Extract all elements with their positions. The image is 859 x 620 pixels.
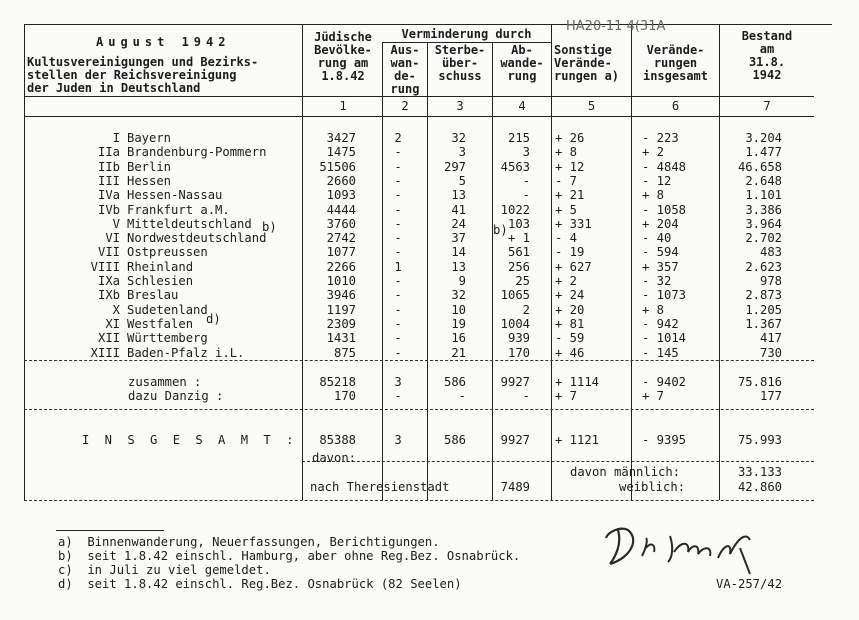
row-region: Westfalen [127,316,194,331]
row-sonst: + 46 [555,345,585,360]
row-aus: - [394,331,402,346]
row-ab: 103 [507,216,530,231]
row-aus: 2 [394,131,402,145]
footnote-mark-d: d) [206,312,221,326]
total-rule [302,461,814,462]
row-sterbe: 16 [451,331,466,346]
weiblich-value: 42.860 [737,480,782,494]
row-bestand: 3.204 [745,131,782,145]
row-region: Nordwestdeutschland [127,231,267,246]
row-ges: - 1073 [642,288,687,303]
row-sonst: + 5 [555,202,578,217]
row-num: IIa [97,145,120,160]
row-pop: 3946 [326,288,356,303]
reference-number: VA-257/42 [716,577,783,591]
header-col2: Aus- wan- de- rung [390,43,420,96]
row-pop: 3760 [326,216,356,231]
row-ges: - 12 [642,173,672,188]
col-number-1: 1 [339,99,347,113]
row-aus: - [394,202,402,217]
row-sonst: + 2 [555,274,578,288]
top-border [24,24,832,25]
theresienstadt-label: nach Theresienstadt [310,480,450,494]
row-pop: 3427 [326,131,356,145]
zusammen-bestand: 75.816 [737,375,782,389]
row-sterbe: 19 [451,316,466,331]
row-pop: 1077 [326,245,356,260]
header-title: August 1942 [96,35,231,49]
row-sterbe: 3 [458,145,466,160]
row-ab: 2 [522,302,530,317]
row-aus: - [394,302,402,317]
row-ab: - [522,188,530,203]
header-col6: Verände- rungen insgesamt [642,43,709,83]
row-sonst: - 19 [555,245,585,260]
header-col5: Sonstige Verände- rungen a) [554,43,620,83]
danzig-sonst: + 7 [555,389,578,403]
row-sterbe: 32 [451,131,466,145]
row-sterbe: 13 [451,188,466,203]
row-ab: 1065 [500,288,530,303]
theresienstadt-value: 7489 [500,480,530,494]
zusammen-label: zusammen : [128,375,202,389]
weiblich-label: weiblich: [619,480,686,494]
header-col4: Ab- wande- rung [500,43,544,83]
row-ab: + 1 [507,231,530,246]
header-group-label: Verminderung durch [401,27,532,41]
row-ges: - 594 [642,245,679,260]
row-region: Ostpreussen [127,245,208,260]
footnote-d: d) seit 1.8.42 einschl. Reg.Bez. Osnabrück (82 Seelen) [58,577,462,591]
row-region: Hessen-Nassau [127,188,223,203]
row-region: Hessen [127,173,172,188]
row-num: IXb [97,288,120,303]
danzig-rule [24,409,814,410]
footnote-mark-b2: b) [493,223,508,237]
row-region: Sudetenland [127,302,208,317]
zusammen-pop: 85218 [319,375,356,389]
row-sonst: + 21 [555,188,585,203]
row-sonst: + 24 [555,288,585,303]
row-aus: - [394,173,402,188]
archive-stamp: HA20-11 4(31A [566,19,666,34]
row-bestand: 1.367 [745,316,782,331]
row-bestand: 483 [759,245,782,260]
row-sterbe: 5 [458,173,466,188]
row-pop: 2266 [326,259,356,274]
footnote-separator [56,530,164,531]
insgesamt-label: I N S G E S A M T : [82,433,298,447]
numbers-rule [24,116,814,117]
row-sonst: - 7 [555,173,578,188]
row-aus: - [394,316,402,331]
davon-label: davon: [312,451,357,465]
footnote-c: c) in Juli zu viel gemeldet. [58,563,271,577]
row-ab: 1004 [500,316,530,331]
row-num: IVb [97,202,120,217]
row-bestand: 2.648 [745,173,782,188]
maennlich-label: davon männlich: [570,465,681,479]
bottom-border [24,500,814,501]
col-number-3: 3 [456,99,464,113]
row-bestand: 3.386 [745,202,782,217]
row-ges: - 1014 [642,331,687,346]
row-bestand: 730 [759,345,782,360]
row-num: IXa [97,274,120,288]
footnote-a: a) Binnenwanderung, Neuerfassungen, Berichtigungen. [58,535,440,549]
row-sterbe: 14 [451,245,466,260]
maennlich-value: 33.133 [737,465,782,479]
row-sonst: + 8 [555,145,578,160]
row-ges: + 357 [642,259,679,274]
row-sterbe: 9 [458,274,466,288]
row-sterbe: 10 [451,302,466,317]
row-pop: 1197 [326,302,356,317]
row-ab: 939 [507,331,530,346]
row-num: X [112,302,120,317]
row-bestand: 2.623 [745,259,782,274]
row-sonst: + 81 [555,316,585,331]
col-number-6: 6 [671,99,680,113]
row-ges: + 8 [642,302,665,317]
row-pop: 2309 [326,316,356,331]
row-ges: - 4848 [642,159,687,174]
row-num: XI [105,316,120,331]
row-sonst: - 4 [555,231,578,246]
danzig-label: dazu Danzig : [128,389,224,403]
row-num: VII [97,245,120,260]
row-sterbe: 24 [451,216,466,231]
zusammen-sterbe: 586 [443,375,466,389]
row-ab: 170 [507,345,530,360]
insgesamt-sterbe: 586 [443,433,466,447]
row-ges: + 204 [642,216,679,231]
danzig-aus: - [394,389,402,403]
danzig-ges: + 7 [642,389,665,403]
row-num: III [97,173,120,188]
insgesamt-aus: 3 [394,433,402,447]
row-bestand: 46.658 [737,159,782,174]
row-bestand: 3.964 [745,216,782,231]
footnote-b: b) seit 1.8.42 einschl. Hamburg, aber ohne Reg.Bez. Osnabrück. [58,549,521,563]
row-sterbe: 37 [451,231,466,246]
row-sonst: + 331 [555,216,592,231]
col-number-7: 7 [763,99,771,113]
header-col1: Jüdische Bevölke- rung am 1.8.42 [314,30,372,83]
col-number-5: 5 [587,99,596,113]
insgesamt-ab: 9927 [500,433,530,447]
subtotal-rule [24,360,814,361]
danzig-bestand: 177 [759,389,782,403]
row-sterbe: 297 [443,159,466,174]
row-aus: - [394,159,402,174]
row-ab: 3 [522,145,530,160]
row-ges: - 223 [642,131,679,145]
row-aus: - [394,216,402,231]
row-num: IIb [97,159,120,174]
zusammen-ges: - 9402 [642,375,687,389]
row-ges: - 32 [642,274,672,288]
row-sterbe: 21 [451,345,466,360]
row-region: Mitteldeutschland [127,216,252,231]
row-pop: 2742 [326,231,356,246]
row-ges: - 145 [642,345,679,360]
header-rule [24,96,814,97]
row-pop: 1475 [326,145,356,160]
row-ab: 4563 [500,159,530,174]
row-pop: 4444 [326,202,356,217]
insgesamt-bestand: 75.993 [737,433,782,447]
row-ges: - 40 [642,231,672,246]
row-pop: 1093 [326,188,356,203]
zusammen-sonst: + 1114 [555,375,600,389]
row-num: VI [105,231,120,246]
row-aus: - [394,288,402,303]
header-col3: Sterbe- über- schuss [434,43,486,83]
row-region: Frankfurt a.M. [127,202,230,217]
row-num: VIII [90,259,120,274]
row-aus: - [394,188,402,203]
row-aus: - [394,231,402,246]
row-pop: 1431 [326,331,356,346]
row-aus: - [394,145,402,160]
row-bestand: 978 [759,274,782,288]
row-ab: 1022 [500,202,530,217]
row-num: XII [97,331,120,346]
row-aus: - [394,245,402,260]
row-sterbe: 41 [451,202,466,217]
row-ges: + 8 [642,188,665,203]
row-aus: 1 [394,259,402,274]
row-num: IVa [97,188,120,203]
row-region: Bayern [127,131,172,145]
header-region-label: Kultusvereinigungen und Bezirks- stellen der Reichsvereinigung der Juden in Deutschland [27,55,259,95]
handwritten-signature [600,518,770,578]
row-bestand: 2.873 [745,288,782,303]
row-pop: 2660 [326,173,356,188]
danzig-sterbe: - [458,389,466,403]
row-ab: 256 [507,259,530,274]
col-number-2: 2 [401,99,409,113]
insgesamt-ges: - 9395 [642,433,687,447]
row-ges: - 1058 [642,202,687,217]
row-bestand: 2.702 [745,231,782,246]
row-pop: 875 [333,345,356,360]
row-region: Baden-Pfalz i.L. [127,345,245,360]
row-region: Rheinland [127,259,194,274]
footnote-mark-b: b) [262,220,277,234]
row-ab: - [522,173,530,188]
row-bestand: 1.477 [745,145,782,160]
row-num: XIII [90,345,120,360]
row-pop: 1010 [326,274,356,288]
row-ges: + 2 [642,145,665,160]
insgesamt-sonst: + 1121 [555,433,600,447]
row-num: V [112,216,120,231]
zusammen-aus: 3 [394,375,402,389]
zusammen-ab: 9927 [500,375,530,389]
row-region: Württemberg [127,331,208,346]
row-bestand: 417 [759,331,782,346]
row-ab: 25 [515,274,530,288]
danzig-pop: 170 [333,389,356,403]
row-sonst: + 627 [555,259,592,274]
row-pop: 51506 [319,159,356,174]
row-ab: 561 [507,245,530,260]
col-number-4: 4 [518,99,526,113]
row-ab: 215 [507,131,530,145]
row-bestand: 1.101 [745,188,782,203]
row-region: Berlin [127,159,172,174]
row-region: Brandenburg-Pommern [127,145,267,160]
row-region: Schlesien [127,274,194,288]
row-sonst: + 12 [555,159,585,174]
row-sonst: - 59 [555,331,585,346]
header-col7: Bestand am 31.8. 1942 [741,29,793,82]
row-region: Breslau [127,288,179,303]
insgesamt-pop: 85388 [319,433,356,447]
row-sterbe: 13 [451,259,466,274]
danzig-ab: - [522,389,530,403]
row-sonst: + 26 [555,131,585,145]
row-ges: - 942 [642,316,679,331]
row-aus: - [394,345,402,360]
row-sonst: + 20 [555,302,585,317]
row-bestand: 1.205 [745,302,782,317]
row-num: I [112,131,120,145]
row-sterbe: 32 [451,288,466,303]
row-aus: - [394,274,402,288]
